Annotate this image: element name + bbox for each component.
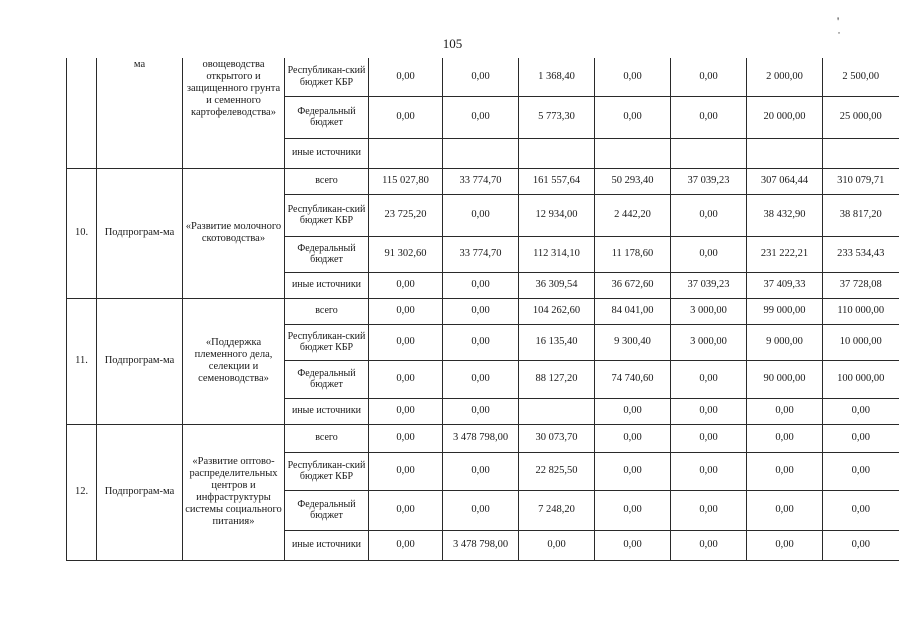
amount-cell: 84 041,00 [595,298,671,324]
amount-cell: 0,00 [443,96,519,138]
amount-cell: 110 000,00 [823,298,899,324]
amount-cell [519,138,595,168]
amount-cell: 310 079,71 [823,168,899,194]
amount-cell: 0,00 [671,530,747,560]
amount-cell: 20 000,00 [747,96,823,138]
amount-cell: 37 728,08 [823,272,899,298]
program-type-cell: Подпрограм-ма [97,424,183,560]
amount-cell: 90 000,00 [747,360,823,398]
funding-source-cell: Республикан-ский бюджет КБР [285,58,369,96]
amount-cell: 100 000,00 [823,360,899,398]
amount-cell: 0,00 [671,194,747,236]
funding-source-cell: Федеральный бюджет [285,490,369,530]
amount-cell: 0,00 [595,424,671,452]
program-name-cell: овощеводства открытого и защищенного грунта и семенного картофелеводства» [183,58,285,168]
amount-cell: 5 773,30 [519,96,595,138]
amount-cell: 161 557,64 [519,168,595,194]
amount-cell: 0,00 [671,490,747,530]
amount-cell: 0,00 [595,398,671,424]
amount-cell [671,138,747,168]
amount-cell: 30 073,70 [519,424,595,452]
amount-cell: 0,00 [369,490,443,530]
program-name-cell: «Развитие оптово-распределительных центров и инфраструктуры системы социального питания» [183,424,285,560]
page-number: 105 [442,36,463,51]
amount-cell: 104 262,60 [519,298,595,324]
amount-cell [747,138,823,168]
amount-cell: 307 064,44 [747,168,823,194]
amount-cell: 10 000,00 [823,324,899,360]
row-number-cell: 10. [67,168,97,298]
amount-cell: 0,00 [369,452,443,490]
amount-cell: 37 039,23 [671,272,747,298]
amount-cell: 0,00 [823,490,899,530]
amount-cell: 74 740,60 [595,360,671,398]
amount-cell: 0,00 [443,58,519,96]
amount-cell: 50 293,40 [595,168,671,194]
row-number-cell: 12. [67,424,97,560]
amount-cell [369,138,443,168]
amount-cell: 233 534,43 [823,236,899,272]
amount-cell: 0,00 [671,360,747,398]
funding-source-cell: Федеральный бюджет [285,236,369,272]
amount-cell: 0,00 [443,272,519,298]
amount-cell: 0,00 [747,452,823,490]
amount-cell: 0,00 [595,96,671,138]
amount-cell: 0,00 [671,236,747,272]
amount-cell: 99 000,00 [747,298,823,324]
amount-cell: 33 774,70 [443,168,519,194]
amount-cell: 36 309,54 [519,272,595,298]
amount-cell: 0,00 [595,490,671,530]
amount-cell: 3 000,00 [671,298,747,324]
amount-cell: 0,00 [747,530,823,560]
amount-cell: 0,00 [823,424,899,452]
amount-cell: 0,00 [443,452,519,490]
funding-source-cell: иные источники [285,272,369,298]
amount-cell: 7 248,20 [519,490,595,530]
amount-cell: 3 478 798,00 [443,530,519,560]
amount-cell: 231 222,21 [747,236,823,272]
amount-cell [823,138,899,168]
amount-cell: 11 178,60 [595,236,671,272]
amount-cell: 0,00 [671,424,747,452]
amount-cell: 37 409,33 [747,272,823,298]
amount-cell: 0,00 [443,194,519,236]
amount-cell [595,138,671,168]
funding-source-cell: Республикан-ский бюджет КБР [285,194,369,236]
program-type-cell: Подпрограм-ма [97,298,183,424]
amount-cell: 91 302,60 [369,236,443,272]
funding-source-cell: иные источники [285,530,369,560]
amount-cell: 0,00 [369,360,443,398]
program-name-cell: «Поддержка племенного дела, селекции и семеноводства» [183,298,285,424]
amount-cell: 16 135,40 [519,324,595,360]
row-number-cell [67,58,97,168]
program-type-cell: Подпрограм-ма [97,168,183,298]
amount-cell: 88 127,20 [519,360,595,398]
amount-cell: 0,00 [443,490,519,530]
amount-cell: 25 000,00 [823,96,899,138]
funding-source-cell: Федеральный бюджет [285,96,369,138]
amount-cell: 22 825,50 [519,452,595,490]
amount-cell: 36 672,60 [595,272,671,298]
amount-cell: 0,00 [443,298,519,324]
amount-cell: 0,00 [747,398,823,424]
program-type-cell: ма [97,58,183,168]
amount-cell: 3 000,00 [671,324,747,360]
amount-cell: 33 774,70 [443,236,519,272]
funding-source-cell: иные источники [285,138,369,168]
amount-cell: 112 314,10 [519,236,595,272]
amount-cell: 0,00 [671,58,747,96]
program-name-cell: «Развитие молочного скотоводства» [183,168,285,298]
amount-cell: 0,00 [369,298,443,324]
amount-cell: 2 000,00 [747,58,823,96]
funding-source-cell: всего [285,424,369,452]
amount-cell: 0,00 [823,398,899,424]
amount-cell: 0,00 [595,530,671,560]
amount-cell: 0,00 [671,398,747,424]
table-body [67,58,899,560]
amount-cell: 37 039,23 [671,168,747,194]
amount-cell [443,138,519,168]
funding-source-cell: всего [285,298,369,324]
amount-cell: 12 934,00 [519,194,595,236]
amount-cell: 0,00 [369,58,443,96]
amount-cell: 0,00 [519,530,595,560]
amount-cell: 38 817,20 [823,194,899,236]
amount-cell: 38 432,90 [747,194,823,236]
funding-source-cell: Федеральный бюджет [285,360,369,398]
amount-cell: 0,00 [823,530,899,560]
table-row [67,298,899,324]
amount-cell: 3 478 798,00 [443,424,519,452]
amount-cell: 23 725,20 [369,194,443,236]
amount-cell: 9 300,40 [595,324,671,360]
table-row [67,168,899,194]
corner-marks: ' ˙ [837,14,867,43]
amount-cell: 2 442,20 [595,194,671,236]
funding-source-cell: Республикан-ский бюджет КБР [285,452,369,490]
amount-cell [519,398,595,424]
amount-cell: 9 000,00 [747,324,823,360]
amount-cell: 0,00 [443,360,519,398]
amount-cell: 0,00 [369,96,443,138]
table-row [67,58,899,96]
amount-cell: 115 027,80 [369,168,443,194]
amount-cell: 0,00 [369,398,443,424]
amount-cell: 0,00 [369,530,443,560]
table-row [67,424,899,452]
amount-cell: 0,00 [823,452,899,490]
amount-cell: 0,00 [747,424,823,452]
amount-cell: 0,00 [369,424,443,452]
funding-source-cell: Республикан-ский бюджет КБР [285,324,369,360]
funding-source-cell: всего [285,168,369,194]
amount-cell: 0,00 [443,398,519,424]
row-number-cell: 11. [67,298,97,424]
amount-cell: 0,00 [595,452,671,490]
amount-cell: 2 500,00 [823,58,899,96]
amount-cell: 0,00 [595,58,671,96]
amount-cell: 0,00 [369,272,443,298]
amount-cell: 0,00 [671,452,747,490]
funding-source-cell: иные источники [285,398,369,424]
amount-cell: 0,00 [369,324,443,360]
budget-table [66,58,899,561]
amount-cell: 0,00 [443,324,519,360]
amount-cell: 1 368,40 [519,58,595,96]
amount-cell: 0,00 [747,490,823,530]
amount-cell: 0,00 [671,96,747,138]
